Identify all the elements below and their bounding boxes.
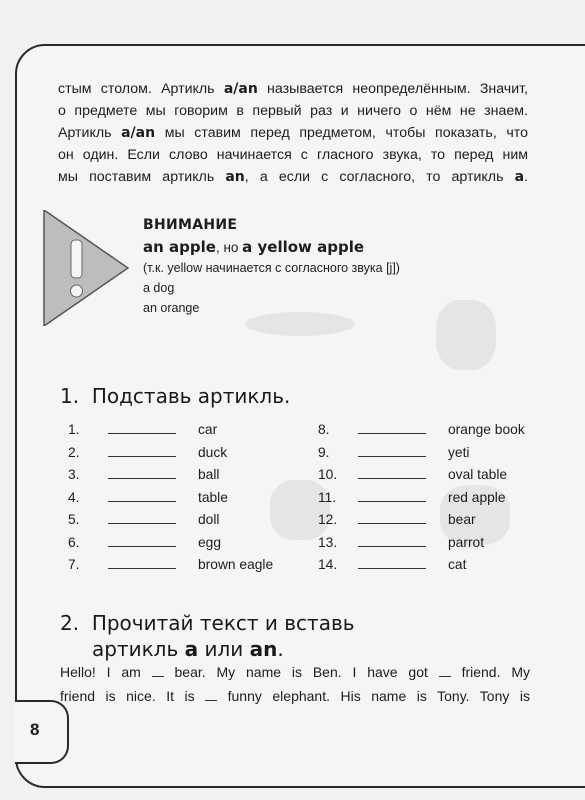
exercise-number: 2. xyxy=(68,444,80,460)
exercise-row xyxy=(318,466,507,482)
warning-example: an apple, но a yellow apple xyxy=(143,238,365,256)
warning-example-a: a dog xyxy=(143,281,175,295)
intro-line: Артикль a/an мы ставим перед предметом, чтобы показать, что xyxy=(58,125,528,141)
answer-blank[interactable] xyxy=(358,466,426,479)
answer-blank[interactable] xyxy=(108,444,176,457)
exercise-row xyxy=(68,489,228,505)
exercise-word: table xyxy=(198,489,228,505)
task2-text-line: friend is nice. It is funny elephant. His name is Tony. Tony is xyxy=(60,688,530,704)
task2-title: 2. Прочитай текст и вставь артикль a или an. xyxy=(60,611,355,661)
exercise-row xyxy=(68,534,221,550)
answer-blank[interactable] xyxy=(358,421,426,434)
exercise-word: doll xyxy=(198,512,220,527)
task2-text-line: Hello! I am bear. My name is Ben. I have got friend. My xyxy=(60,664,530,680)
answer-blank[interactable] xyxy=(358,534,426,547)
exercise-word: duck xyxy=(198,444,228,460)
intro-line: мы поставим артикль an, а если с согласного, то артикль a. xyxy=(58,169,528,185)
exercise-word: red apple xyxy=(448,489,506,505)
page-number: 8 xyxy=(30,720,40,739)
exercise-word: ball xyxy=(198,467,220,482)
exercise-number: 9. xyxy=(318,444,330,460)
exercise-number: 10. xyxy=(318,467,338,482)
answer-blank[interactable] xyxy=(108,556,176,569)
exercise-row xyxy=(68,444,227,460)
exercise-number: 7. xyxy=(68,557,80,572)
exercise-number: 3. xyxy=(68,467,80,482)
exercise-word: orange book xyxy=(448,422,525,437)
exercise-number: 14. xyxy=(318,557,338,572)
answer-blank[interactable] xyxy=(108,489,176,502)
intro-line: он один. Если слово начинается с гласного звука, то перед ним xyxy=(58,147,528,163)
page-number-tab xyxy=(15,700,69,764)
exercise-number: 12. xyxy=(318,512,338,527)
intro-line: стым столом. Артикль a/an называется неопределённым. Значит, xyxy=(58,81,528,97)
task1-title: 1. Подставь артикль. xyxy=(60,384,291,408)
exclamation-triangle-icon xyxy=(40,210,132,326)
exercise-row xyxy=(68,556,273,572)
warning-title: ВНИМАНИЕ xyxy=(143,217,238,233)
exercise-word: bear xyxy=(448,512,476,527)
answer-blank[interactable] xyxy=(108,421,176,434)
exercise-number: 13. xyxy=(318,534,338,550)
exercise-word: parrot xyxy=(448,534,485,550)
exercise-word: oval table xyxy=(448,467,508,482)
exercise-number: 5. xyxy=(68,512,80,527)
exercise-number: 1. xyxy=(68,422,80,437)
task2-text xyxy=(60,660,530,708)
exercise-word: cat xyxy=(448,557,467,572)
warning-example-an: an orange xyxy=(143,301,200,315)
answer-blank[interactable] xyxy=(358,444,426,457)
answer-blank[interactable] xyxy=(108,534,176,547)
exercise-row xyxy=(318,421,525,437)
answer-blank[interactable] xyxy=(358,556,426,569)
background-apple-shape xyxy=(436,300,496,370)
intro-paragraph xyxy=(58,78,528,188)
exercise-word: car xyxy=(198,422,218,437)
exercise-number: 11. xyxy=(318,489,337,505)
answer-blank[interactable] xyxy=(358,489,426,502)
answer-blank[interactable] xyxy=(358,511,426,524)
exercise-row xyxy=(318,534,484,550)
exercise-row xyxy=(318,556,466,572)
exercise-word: yeti xyxy=(448,444,470,460)
blank-gap[interactable] xyxy=(205,690,217,701)
exercise-row xyxy=(318,489,506,505)
intro-line: о предмете мы говорим в первый раз и ничего о нём не знаем. xyxy=(58,103,528,119)
exercise-word: egg xyxy=(198,534,222,550)
exercise-number: 6. xyxy=(68,534,80,550)
exercise-row xyxy=(68,421,217,437)
blank-gap[interactable] xyxy=(152,666,164,677)
exercise-word: brown eagle xyxy=(198,557,274,572)
exercise-row xyxy=(318,444,469,460)
exercise-number: 8. xyxy=(318,422,330,437)
warning-box xyxy=(143,217,400,318)
blank-gap[interactable] xyxy=(439,666,451,677)
warning-note: (т.к. yellow начинается с согласного звука [j]) xyxy=(143,261,400,275)
exercise-row xyxy=(68,511,219,527)
answer-blank[interactable] xyxy=(108,511,176,524)
exercise-row xyxy=(318,511,476,527)
exercise-row xyxy=(68,466,219,482)
answer-blank[interactable] xyxy=(108,466,176,479)
exercise-number: 4. xyxy=(68,489,80,505)
